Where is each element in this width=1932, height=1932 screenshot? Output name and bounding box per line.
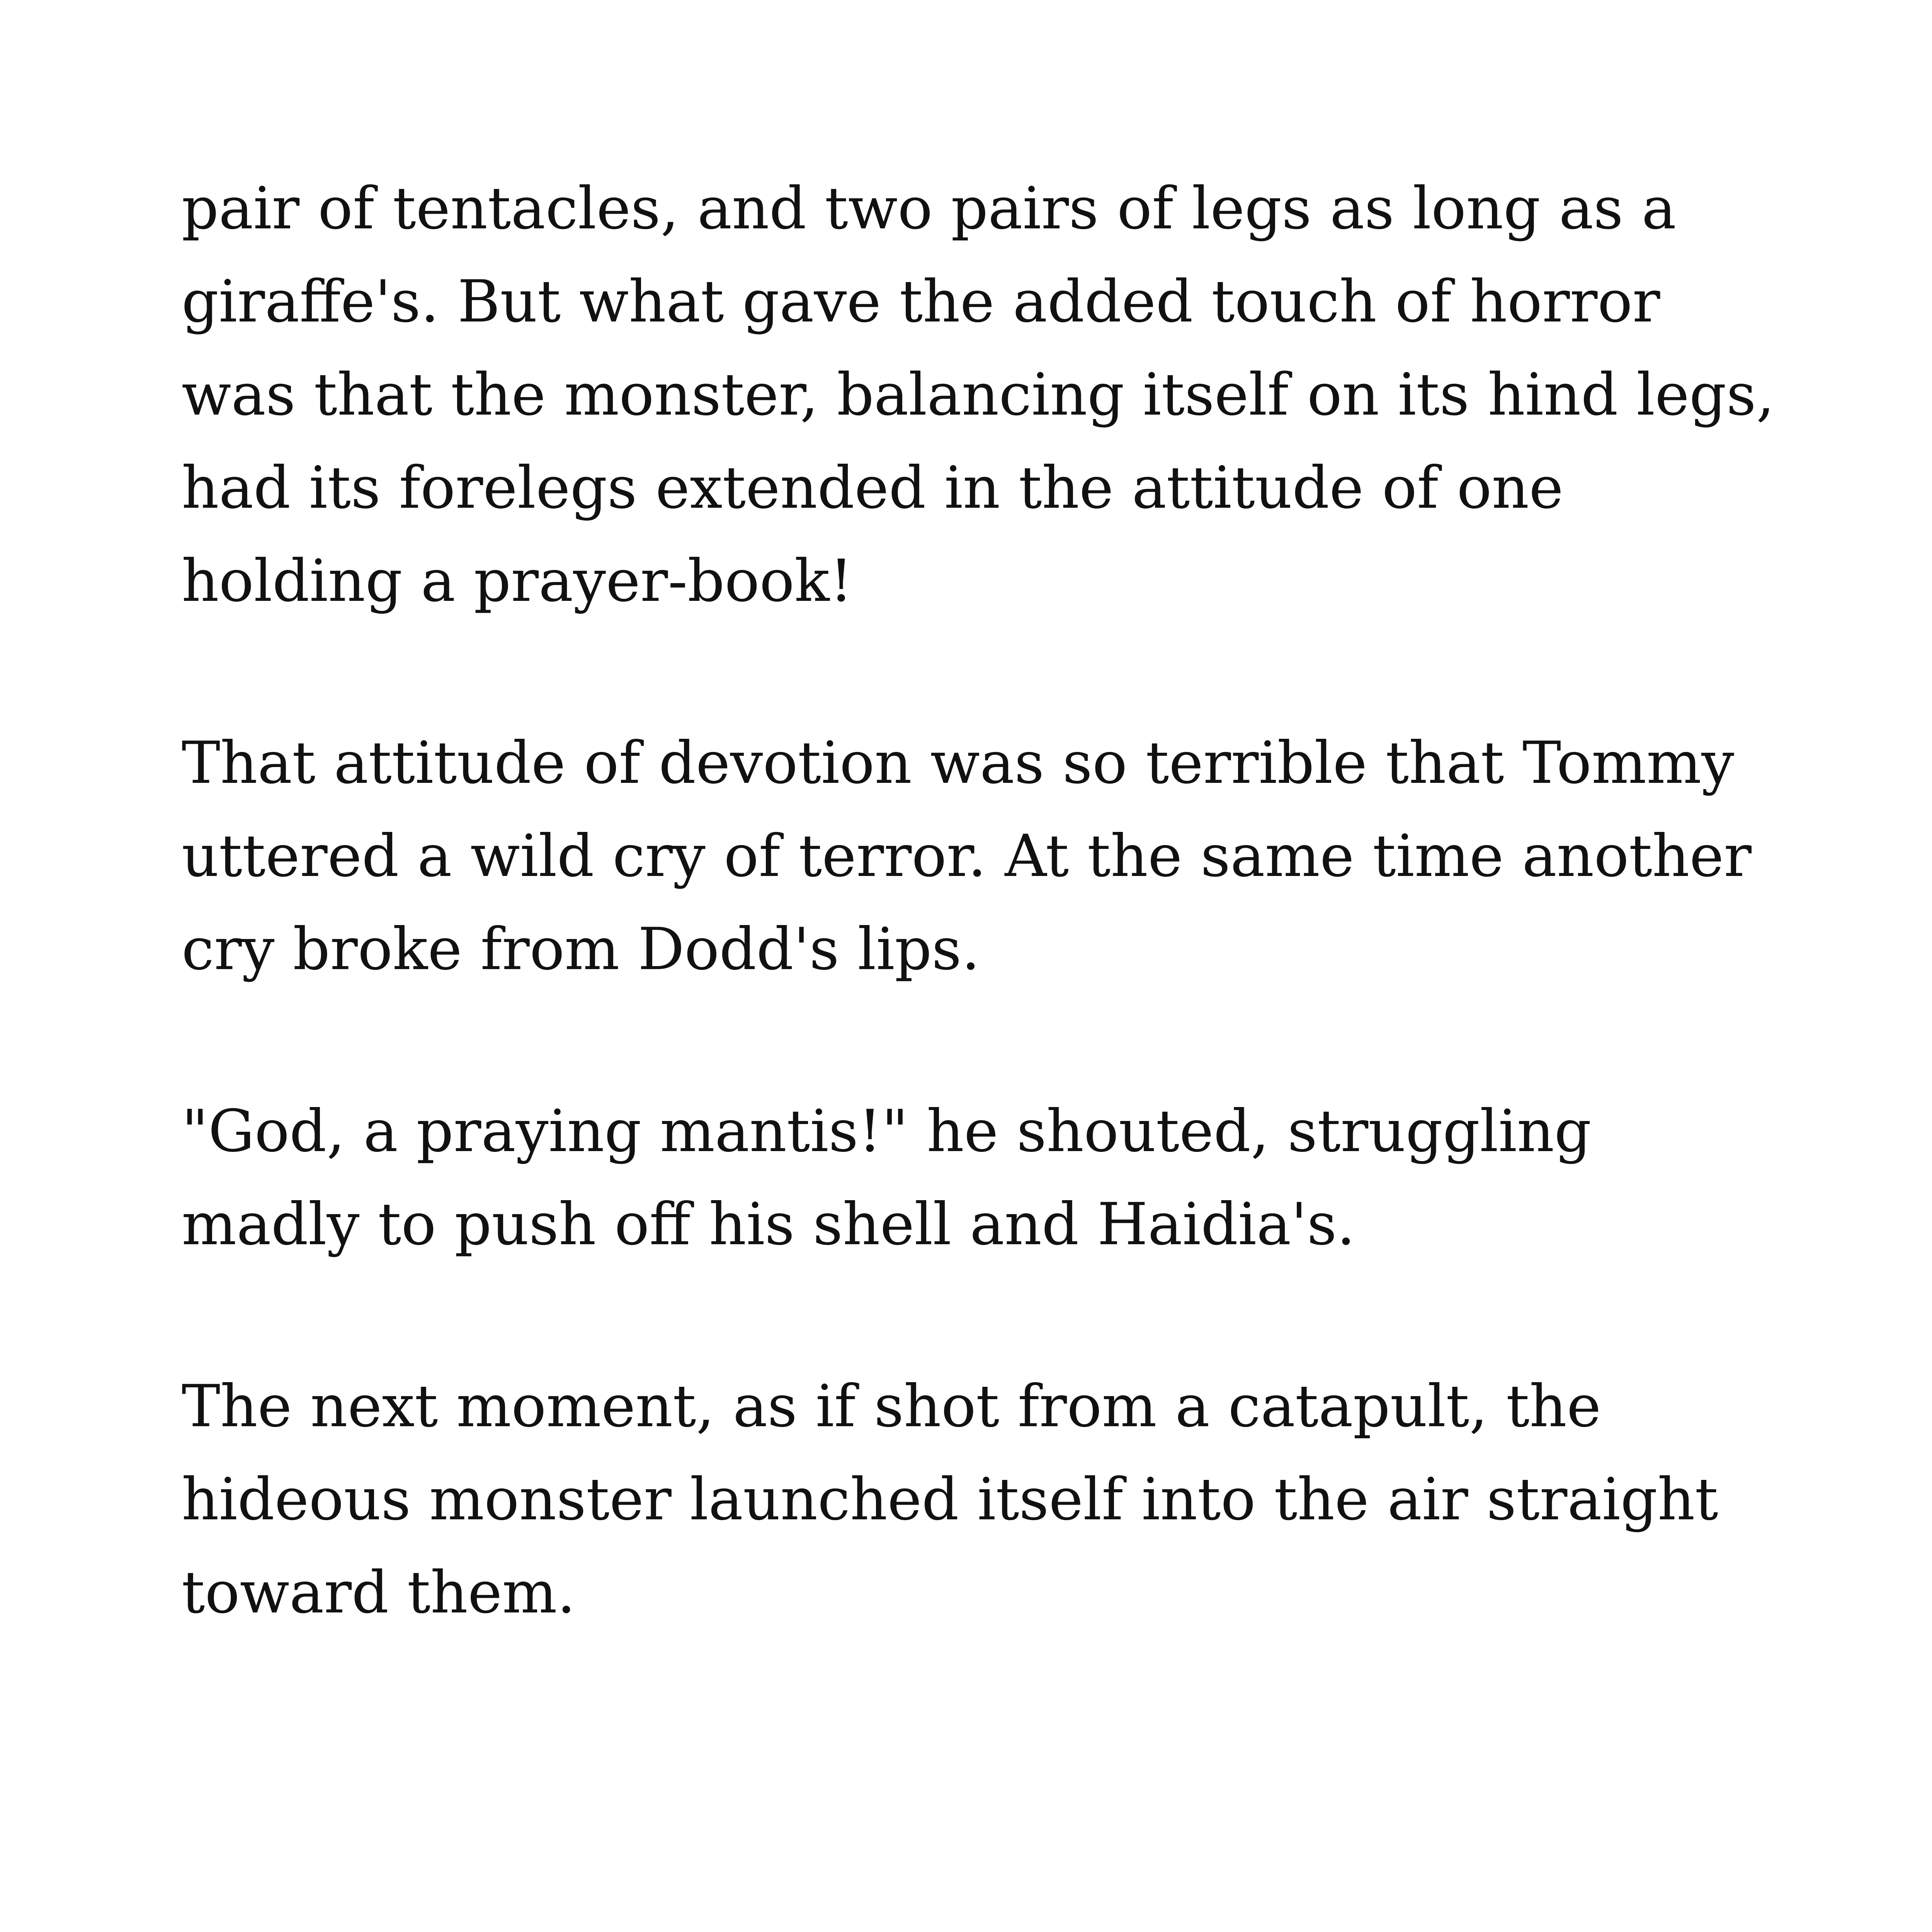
paragraph-2: That attitude of devotion was so terrible that Tommy uttered a wild cry of terror. At the same time another cry broke from Dodd's lips. [182, 730, 1752, 983]
paragraph-3: "God, a praying mantis!" he shouted, struggling madly to push off his shell and Haidia's. [182, 1098, 1592, 1258]
paragraph-1: pair of tentacles, and two pairs of legs as long as a giraffe's. But what gave the added touch of horror was that the monster, balancing itself on its hind legs, had its forelegs extended in the attitude of one holding a prayer-book! [182, 175, 1775, 615]
paragraph-4: The next moment, as if shot from a catapult, the hideous monster launched itself into the air straight toward them. [182, 1373, 1718, 1626]
body-text [182, 162, 1804, 1639]
